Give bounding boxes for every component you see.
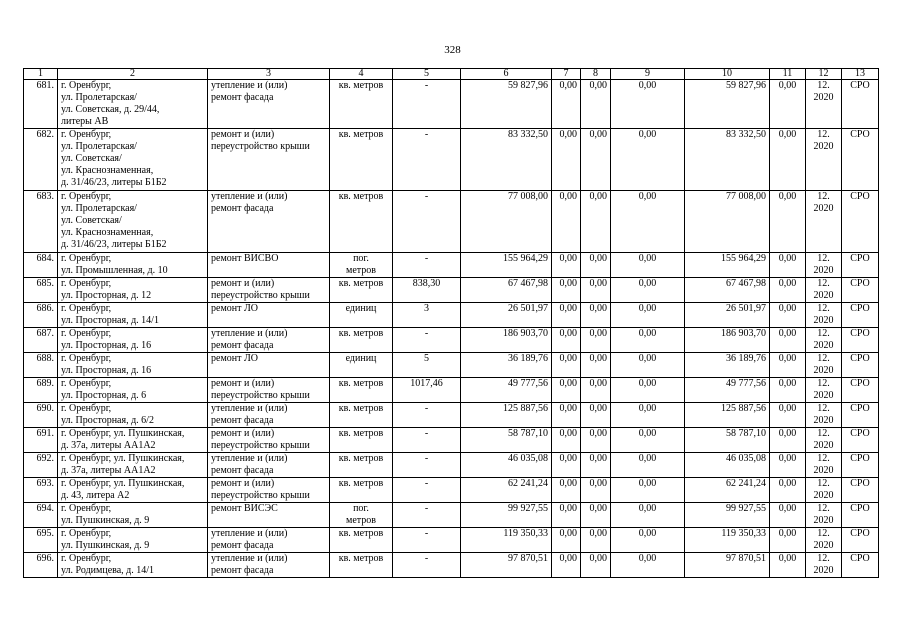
quantity-cell: - (393, 403, 461, 428)
row-number: 691. (24, 428, 58, 453)
quantity-cell: 1017,46 (393, 378, 461, 403)
table-row (24, 253, 879, 278)
cost-cell: 83 332,50 (461, 129, 552, 191)
total-cost-cell: 59 827,96 (685, 80, 770, 129)
table-row (24, 80, 879, 129)
col-header: 7 (552, 69, 581, 80)
col-header: 3 (208, 69, 330, 80)
value-cell: 0,00 (581, 191, 611, 253)
method-cell: СРО (842, 353, 879, 378)
page-number: 328 (444, 44, 461, 56)
quantity-cell: - (393, 129, 461, 191)
row-number: 682. (24, 129, 58, 191)
cost-cell: 97 870,51 (461, 553, 552, 578)
value-cell: 0,00 (581, 303, 611, 328)
quantity-cell: 3 (393, 303, 461, 328)
value-cell: 0,00 (770, 278, 806, 303)
method-cell: СРО (842, 378, 879, 403)
value-cell: 0,00 (611, 80, 685, 129)
work-type-cell: ремонт и (или) переустройство крыши (208, 278, 330, 303)
value-cell: 0,00 (770, 528, 806, 553)
table-row (24, 191, 879, 253)
date-cell: 12. 2020 (806, 403, 842, 428)
value-cell: 0,00 (581, 528, 611, 553)
row-number: 692. (24, 453, 58, 478)
quantity-cell: - (393, 428, 461, 453)
method-cell: СРО (842, 191, 879, 253)
value-cell: 0,00 (552, 191, 581, 253)
unit-cell: пог. метров (330, 253, 393, 278)
value-cell: 0,00 (770, 553, 806, 578)
value-cell: 0,00 (611, 453, 685, 478)
value-cell: 0,00 (611, 553, 685, 578)
cost-cell: 58 787,10 (461, 428, 552, 453)
method-cell: СРО (842, 428, 879, 453)
cost-cell: 36 189,76 (461, 353, 552, 378)
address-cell: г. Оренбург, ул. Просторная, д. 16 (58, 353, 208, 378)
address-cell: г. Оренбург, ул. Пушкинская, д. 9 (58, 528, 208, 553)
cost-cell: 119 350,33 (461, 528, 552, 553)
value-cell: 0,00 (581, 478, 611, 503)
total-cost-cell: 58 787,10 (685, 428, 770, 453)
work-type-cell: утепление и (или) ремонт фасада (208, 328, 330, 353)
cost-cell: 59 827,96 (461, 80, 552, 129)
total-cost-cell: 46 035,08 (685, 453, 770, 478)
total-cost-cell: 99 927,55 (685, 503, 770, 528)
unit-cell: кв. метров (330, 278, 393, 303)
value-cell: 0,00 (581, 553, 611, 578)
value-cell: 0,00 (611, 403, 685, 428)
date-cell: 12. 2020 (806, 129, 842, 191)
unit-cell: кв. метров (330, 428, 393, 453)
method-cell: СРО (842, 80, 879, 129)
table-row (24, 278, 879, 303)
col-header: 13 (842, 69, 879, 80)
quantity-cell: - (393, 453, 461, 478)
cost-cell: 77 008,00 (461, 191, 552, 253)
total-cost-cell: 26 501,97 (685, 303, 770, 328)
quantity-cell: - (393, 478, 461, 503)
col-header: 4 (330, 69, 393, 80)
address-cell: г. Оренбург, ул. Родимцева, д. 14/1 (58, 553, 208, 578)
date-cell: 12. 2020 (806, 353, 842, 378)
table-row (24, 129, 879, 191)
address-cell: г. Оренбург, ул. Просторная, д. 12 (58, 278, 208, 303)
value-cell: 0,00 (611, 253, 685, 278)
value-cell: 0,00 (581, 453, 611, 478)
work-type-cell: ремонт ВИСЭС (208, 503, 330, 528)
unit-cell: кв. метров (330, 453, 393, 478)
address-cell: г. Оренбург, ул. Пушкинская, д. 37а, литеры АА1А2 (58, 428, 208, 453)
table-row (24, 303, 879, 328)
value-cell: 0,00 (581, 129, 611, 191)
quantity-cell: - (393, 80, 461, 129)
address-cell: г. Оренбург, ул. Просторная, д. 16 (58, 328, 208, 353)
value-cell: 0,00 (770, 428, 806, 453)
value-cell: 0,00 (552, 303, 581, 328)
table-row (24, 403, 879, 428)
row-number: 693. (24, 478, 58, 503)
work-type-cell: ремонт ЛО (208, 353, 330, 378)
quantity-cell: 5 (393, 353, 461, 378)
method-cell: СРО (842, 303, 879, 328)
table-row (24, 478, 879, 503)
value-cell: 0,00 (770, 303, 806, 328)
unit-cell: кв. метров (330, 328, 393, 353)
row-number: 690. (24, 403, 58, 428)
date-cell: 12. 2020 (806, 453, 842, 478)
cost-cell: 99 927,55 (461, 503, 552, 528)
value-cell: 0,00 (581, 328, 611, 353)
table-row (24, 528, 879, 553)
method-cell: СРО (842, 553, 879, 578)
value-cell: 0,00 (581, 403, 611, 428)
address-cell: г. Оренбург, ул. Пушкинская, д. 37а, литеры АА1А2 (58, 453, 208, 478)
method-cell: СРО (842, 453, 879, 478)
address-cell: г. Оренбург, ул. Промышленная, д. 10 (58, 253, 208, 278)
total-cost-cell: 97 870,51 (685, 553, 770, 578)
col-header: 8 (581, 69, 611, 80)
total-cost-cell: 36 189,76 (685, 353, 770, 378)
unit-cell: единиц (330, 303, 393, 328)
col-header: 10 (685, 69, 770, 80)
work-type-cell: утепление и (или) ремонт фасада (208, 453, 330, 478)
repair-table (23, 68, 879, 578)
row-number: 684. (24, 253, 58, 278)
value-cell: 0,00 (770, 328, 806, 353)
value-cell: 0,00 (552, 129, 581, 191)
value-cell: 0,00 (552, 528, 581, 553)
date-cell: 12. 2020 (806, 378, 842, 403)
value-cell: 0,00 (552, 428, 581, 453)
value-cell: 0,00 (552, 253, 581, 278)
value-cell: 0,00 (770, 253, 806, 278)
unit-cell: кв. метров (330, 129, 393, 191)
value-cell: 0,00 (552, 553, 581, 578)
address-cell: г. Оренбург, ул. Пролетарская/ ул. Советская, д. 29/44, литеры АВ (58, 80, 208, 129)
date-cell: 12. 2020 (806, 80, 842, 129)
method-cell: СРО (842, 528, 879, 553)
cost-cell: 186 903,70 (461, 328, 552, 353)
date-cell: 12. 2020 (806, 478, 842, 503)
col-header: 9 (611, 69, 685, 80)
value-cell: 0,00 (770, 353, 806, 378)
total-cost-cell: 186 903,70 (685, 328, 770, 353)
work-type-cell: утепление и (или) ремонт фасада (208, 191, 330, 253)
quantity-cell: - (393, 191, 461, 253)
work-type-cell: утепление и (или) ремонт фасада (208, 553, 330, 578)
value-cell: 0,00 (611, 528, 685, 553)
value-cell: 0,00 (770, 453, 806, 478)
value-cell: 0,00 (552, 503, 581, 528)
work-type-cell: ремонт и (или) переустройство крыши (208, 129, 330, 191)
method-cell: СРО (842, 253, 879, 278)
value-cell: 0,00 (770, 80, 806, 129)
cost-cell: 155 964,29 (461, 253, 552, 278)
work-type-cell: утепление и (или) ремонт фасада (208, 528, 330, 553)
method-cell: СРО (842, 478, 879, 503)
work-type-cell: утепление и (или) ремонт фасада (208, 403, 330, 428)
table-row (24, 328, 879, 353)
value-cell: 0,00 (770, 478, 806, 503)
value-cell: 0,00 (611, 129, 685, 191)
total-cost-cell: 125 887,56 (685, 403, 770, 428)
work-type-cell: ремонт ЛО (208, 303, 330, 328)
table-row (24, 503, 879, 528)
date-cell: 12. 2020 (806, 328, 842, 353)
table-row (24, 353, 879, 378)
table-row (24, 378, 879, 403)
quantity-cell: 838,30 (393, 278, 461, 303)
unit-cell: кв. метров (330, 403, 393, 428)
col-header: 11 (770, 69, 806, 80)
value-cell: 0,00 (611, 428, 685, 453)
value-cell: 0,00 (770, 503, 806, 528)
value-cell: 0,00 (770, 378, 806, 403)
method-cell: СРО (842, 403, 879, 428)
value-cell: 0,00 (611, 378, 685, 403)
row-number: 686. (24, 303, 58, 328)
cost-cell: 125 887,56 (461, 403, 552, 428)
value-cell: 0,00 (581, 80, 611, 129)
unit-cell: пог. метров (330, 503, 393, 528)
row-number: 696. (24, 553, 58, 578)
col-header: 1 (24, 69, 58, 80)
address-cell: г. Оренбург, ул. Просторная, д. 14/1 (58, 303, 208, 328)
value-cell: 0,00 (552, 378, 581, 403)
address-cell: г. Оренбург, ул. Пушкинская, д. 9 (58, 503, 208, 528)
cost-cell: 49 777,56 (461, 378, 552, 403)
value-cell: 0,00 (581, 428, 611, 453)
value-cell: 0,00 (581, 278, 611, 303)
col-header: 2 (58, 69, 208, 80)
quantity-cell: - (393, 328, 461, 353)
unit-cell: единиц (330, 353, 393, 378)
value-cell: 0,00 (581, 253, 611, 278)
method-cell: СРО (842, 503, 879, 528)
unit-cell: кв. метров (330, 553, 393, 578)
date-cell: 12. 2020 (806, 503, 842, 528)
row-number: 683. (24, 191, 58, 253)
value-cell: 0,00 (770, 129, 806, 191)
cost-cell: 67 467,98 (461, 278, 552, 303)
row-number: 688. (24, 353, 58, 378)
total-cost-cell: 119 350,33 (685, 528, 770, 553)
quantity-cell: - (393, 503, 461, 528)
unit-cell: кв. метров (330, 528, 393, 553)
date-cell: 12. 2020 (806, 278, 842, 303)
unit-cell: кв. метров (330, 478, 393, 503)
row-number: 687. (24, 328, 58, 353)
row-number: 689. (24, 378, 58, 403)
work-type-cell: утепление и (или) ремонт фасада (208, 80, 330, 129)
unit-cell: кв. метров (330, 80, 393, 129)
value-cell: 0,00 (552, 80, 581, 129)
address-cell: г. Оренбург, ул. Просторная, д. 6 (58, 378, 208, 403)
col-header: 6 (461, 69, 552, 80)
address-cell: г. Оренбург, ул. Пушкинская, д. 43, литера А2 (58, 478, 208, 503)
work-type-cell: ремонт и (или) переустройство крыши (208, 428, 330, 453)
row-number: 681. (24, 80, 58, 129)
row-number: 694. (24, 503, 58, 528)
value-cell: 0,00 (581, 503, 611, 528)
col-header: 12 (806, 69, 842, 80)
header-row (24, 69, 879, 80)
address-cell: г. Оренбург, ул. Пролетарская/ ул. Советская/ ул. Краснознаменная, д. 31/46/23, литеры Б1Б2 (58, 191, 208, 253)
work-type-cell: ремонт и (или) переустройство крыши (208, 378, 330, 403)
total-cost-cell: 83 332,50 (685, 129, 770, 191)
value-cell: 0,00 (552, 478, 581, 503)
value-cell: 0,00 (611, 353, 685, 378)
date-cell: 12. 2020 (806, 253, 842, 278)
value-cell: 0,00 (611, 303, 685, 328)
value-cell: 0,00 (581, 378, 611, 403)
col-header: 5 (393, 69, 461, 80)
total-cost-cell: 62 241,24 (685, 478, 770, 503)
value-cell: 0,00 (611, 503, 685, 528)
value-cell: 0,00 (611, 191, 685, 253)
total-cost-cell: 155 964,29 (685, 253, 770, 278)
address-cell: г. Оренбург, ул. Пролетарская/ ул. Советская/ ул. Краснознаменная, д. 31/46/23, литеры Б1Б2 (58, 129, 208, 191)
value-cell: 0,00 (552, 403, 581, 428)
total-cost-cell: 77 008,00 (685, 191, 770, 253)
method-cell: СРО (842, 328, 879, 353)
quantity-cell: - (393, 528, 461, 553)
quantity-cell: - (393, 253, 461, 278)
work-type-cell: ремонт ВИСВО (208, 253, 330, 278)
value-cell: 0,00 (770, 191, 806, 253)
value-cell: 0,00 (552, 278, 581, 303)
unit-cell: кв. метров (330, 378, 393, 403)
value-cell: 0,00 (611, 278, 685, 303)
value-cell: 0,00 (611, 328, 685, 353)
unit-cell: кв. метров (330, 191, 393, 253)
cost-cell: 26 501,97 (461, 303, 552, 328)
date-cell: 12. 2020 (806, 528, 842, 553)
value-cell: 0,00 (552, 328, 581, 353)
value-cell: 0,00 (581, 353, 611, 378)
row-number: 695. (24, 528, 58, 553)
date-cell: 12. 2020 (806, 191, 842, 253)
date-cell: 12. 2020 (806, 303, 842, 328)
value-cell: 0,00 (552, 453, 581, 478)
cost-cell: 46 035,08 (461, 453, 552, 478)
work-type-cell: ремонт и (или) переустройство крыши (208, 478, 330, 503)
cost-cell: 62 241,24 (461, 478, 552, 503)
table-row (24, 553, 879, 578)
method-cell: СРО (842, 278, 879, 303)
total-cost-cell: 67 467,98 (685, 278, 770, 303)
value-cell: 0,00 (552, 353, 581, 378)
table-row (24, 428, 879, 453)
address-cell: г. Оренбург, ул. Просторная, д. 6/2 (58, 403, 208, 428)
total-cost-cell: 49 777,56 (685, 378, 770, 403)
table-row (24, 453, 879, 478)
row-number: 685. (24, 278, 58, 303)
method-cell: СРО (842, 129, 879, 191)
quantity-cell: - (393, 553, 461, 578)
value-cell: 0,00 (770, 403, 806, 428)
date-cell: 12. 2020 (806, 553, 842, 578)
date-cell: 12. 2020 (806, 428, 842, 453)
value-cell: 0,00 (611, 478, 685, 503)
